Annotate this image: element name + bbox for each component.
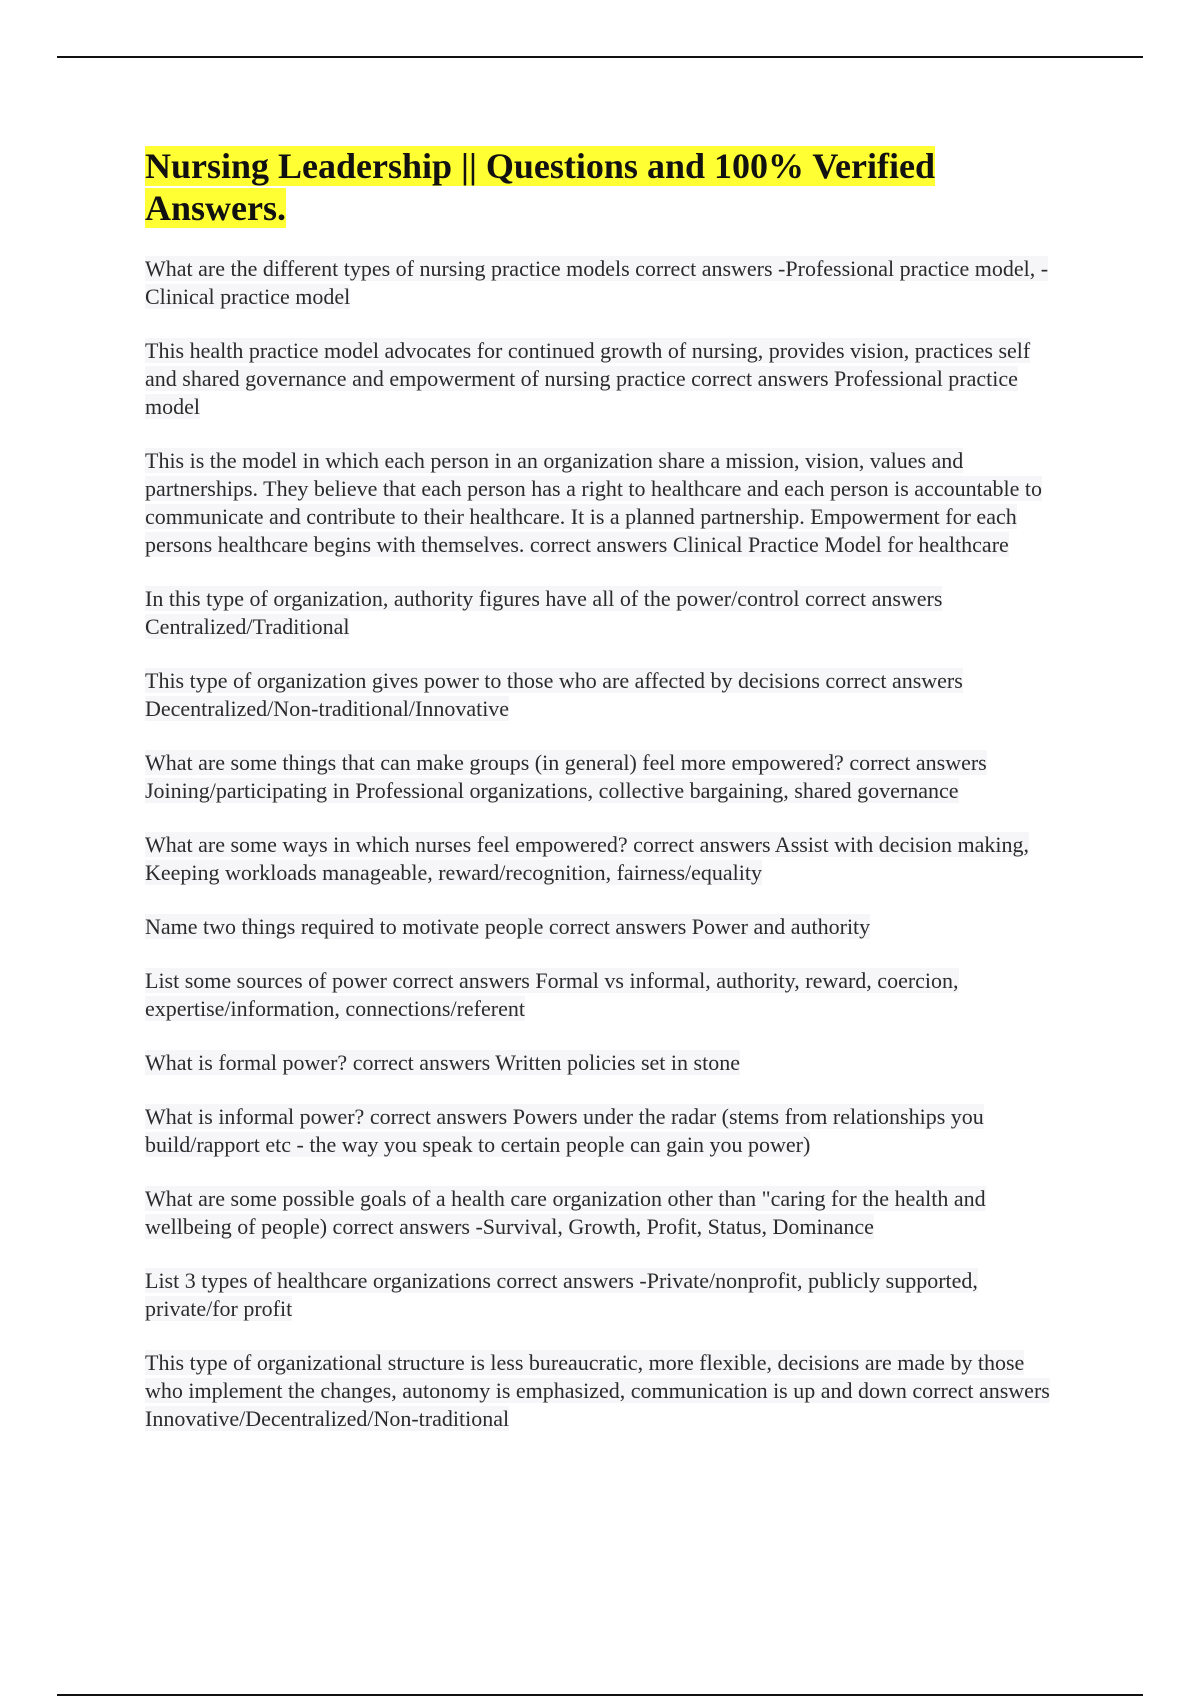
qa-entry: [145, 749, 1065, 805]
qa-entry-text: In this type of organization, authority figures have all of the power/control correct answers Centralized/Traditional: [145, 586, 943, 639]
qa-entry: [145, 255, 1065, 311]
qa-entry-text: This health practice model advocates for continued growth of nursing, provides vision, practices self and shared governance and empowerment of nursing practice correct answers Professional practice model: [145, 338, 1031, 419]
qa-entry: [145, 1103, 1065, 1159]
qa-entry-text: What is informal power? correct answers Powers under the radar (stems from relationships you build/rapport etc - the way you speak to certain people can gain you power): [145, 1104, 984, 1157]
qa-entry-text: What is formal power? correct answers Written policies set in stone: [145, 1050, 740, 1075]
qa-entry: [145, 1349, 1065, 1433]
qa-entry: [145, 1185, 1065, 1241]
qa-entry-text: This type of organization gives power to those who are affected by decisions correct answers Decentralized/Non-traditional/Innovative: [145, 668, 963, 721]
qa-entry-text: This type of organizational structure is less bureaucratic, more flexible, decisions are made by those who implement the changes, autonomy is emphasized, communication is up and down correct answers Innovative/Decentralized/Non-traditional: [145, 1350, 1050, 1431]
top-rule: [57, 56, 1143, 58]
title-highlight: Nursing Leadership || Questions and 100% Verified Answers.: [145, 146, 935, 228]
qa-entry-text: What are some ways in which nurses feel empowered? correct answers Assist with decision making, Keeping workloads manageable, reward/recognition, fairness/equality: [145, 832, 1030, 885]
document-body: [145, 145, 1065, 1459]
qa-entry-text: What are some things that can make groups (in general) feel more empowered? correct answers Joining/participating in Professional organizations, collective bargaining, shared governance: [145, 750, 987, 803]
bottom-rule: [57, 1694, 1143, 1696]
qa-entry: [145, 447, 1065, 559]
qa-entry: [145, 585, 1065, 641]
qa-entry: [145, 913, 1065, 941]
qa-entry: [145, 1267, 1065, 1323]
qa-entry: [145, 1049, 1065, 1077]
qa-entry-text: Name two things required to motivate people correct answers Power and authority: [145, 914, 871, 939]
qa-entry-text: This is the model in which each person in an organization share a mission, vision, values and partnerships. They believe that each person has a right to healthcare and each person is accountable to communicate and contribute to their healthcare. It is a planned partnership. Empowerment for each persons healthcare begins with themselves. correct answers Clinical Practice Model for healthcare: [145, 448, 1042, 557]
qa-entry: [145, 667, 1065, 723]
qa-entry: [145, 337, 1065, 421]
document-title: [145, 145, 1065, 229]
qa-entry-text: List some sources of power correct answers Formal vs informal, authority, reward, coercion, expertise/information, connections/referent: [145, 968, 959, 1021]
qa-entry: [145, 831, 1065, 887]
qa-entry: [145, 967, 1065, 1023]
qa-entry-text: What are some possible goals of a health care organization other than "caring for the health and wellbeing of people) correct answers -Survival, Growth, Profit, Status, Dominance: [145, 1186, 986, 1239]
qa-entry-text: What are the different types of nursing practice models correct answers -Professional practice model, - Clinical practice model: [145, 256, 1049, 309]
qa-entry-text: List 3 types of healthcare organizations correct answers -Private/nonprofit, publicly supported, private/for profit: [145, 1268, 978, 1321]
